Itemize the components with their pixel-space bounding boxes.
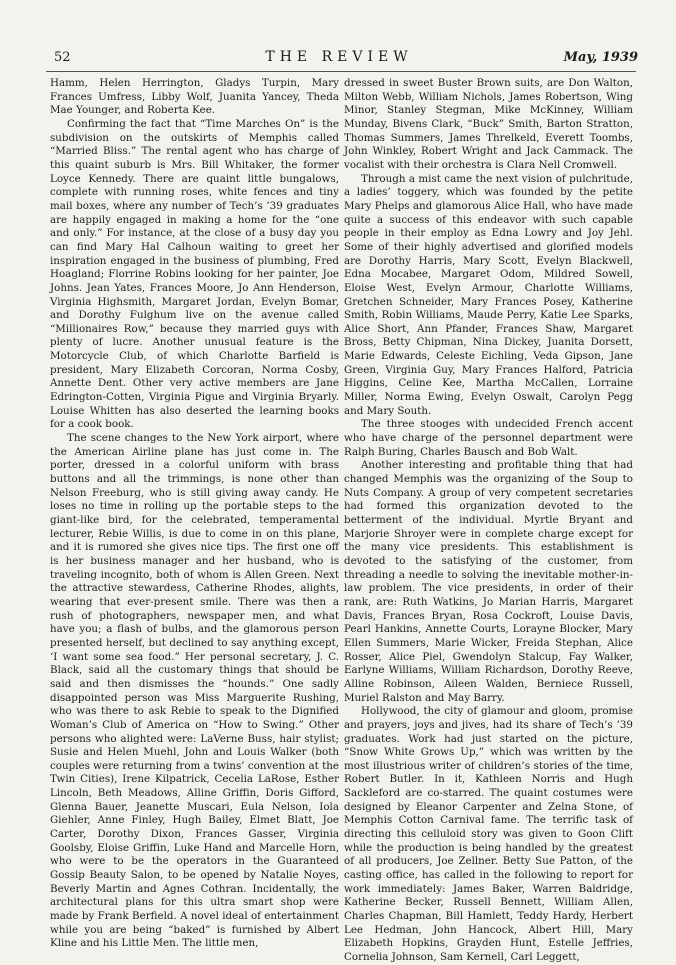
issue-date: May, 1939 (563, 50, 638, 65)
paragraph: Through a mist came the next vision of pulchritude, a ladies’ toggery, which was founded by the petite Mary Phelps and glamorous Alice Hall, who have made quite a success of this endeavor with such capable people in their employ as Edna Lowry and Joy Jehl. Some of their highly advertised and glorified models are Dorothy Harris, Mary Scott, Evelyn Blackwell, Edna Mocabee, Margaret Odom, Mildred Sowell, Eloise West, Evelyn Armour, Charlotte Williams, Gretchen Schneider, Mary Frances Posey, Katherine Smith, Robin Williams, Maude Perry, Katie Lee Sparks, Alice Short, Ann Pfander, Frances Shaw, Margaret Bross, Betty Chipman, Nina Dickey, Juanita Dorsett, Marie Edwards, Celeste Eichling, Veda Gipson, Jane Green, Virginia Guy, Mary Frances Halford, Patricia Higgins, Celine Kee, Martha McCallen, Lorraine Miller, Norma Ewing, Evelyn Oswalt, Carolyn Pegg and Mary South. (344, 172, 633, 417)
paragraph: Confirming the fact that “Time Marches On” is the subdivision on the outskirts of Memphis called “Married Bliss.” The rental agent who has charge of this quaint suburb is Mrs. Bill Whitaker, the former Loyce Kennedy. There are quaint little bungalows, complete with running roses, white fences and tiny mail boxes, where any number of Tech’s ’39 graduates are happily engaged in making a home for the “one and only.” For instance, at the close of a busy day you can find Mary Hal Calhoun waiting to greet her inspiration engaged in the business of plumbing, Fred Hoagland; Florrine Robins looking for her painter, Joe Johns. Jean Yates, Frances Moore, Jo Ann Henderson, Virginia Highsmith, Margaret Jordan, Evelyn Bomar, and Dorothy Fulghum live on the avenue called “Millionaires Row,” because they married guys with plenty of lucre. Another unusual feature is the Motorcycle Club, of which Charlotte Barfield is president, Mary Elizabeth Corcoran, Norma Cosby, Annette Dent. Other very active members are Jane Edrington-Cotten, Virginia Pigue and Virginia Bryarly. Louise Whitten has also deserted the learning books for a cook book. (50, 117, 339, 431)
right-column (344, 77, 633, 965)
paragraph: dressed in sweet Buster Brown suits, are Don Walton, Milton Webb, William Nichols, James Robertson, Wing Minor, Stanley Stegman, Mike McKinney, William Munday, Bivens Clark, “Buck” Smith, Barton Stratton, Thomas Summers, James Threlkeld, Everett Toombs, John Winkley, Robert Wright and Jack Cammack. The vocalist with their orchestra is Clara Nell Cromwell. (344, 77, 633, 171)
paragraph: The three stooges with undecided French accent who have charge of the personnel department were Ralph Buring, Charles Bausch and Bob Walt. (344, 418, 633, 458)
page-number: 52 (54, 50, 71, 65)
magazine-title: THE REVIEW (265, 49, 413, 65)
paragraph: Hollywood, the city of glamour and gloom, promise and prayers, joys and jives, had its share of Tech’s ’39 graduates. Work had just started on the picture, “Snow White Grows Up,” which was written by the most illustrious writer of children’s stories of the time, Robert Butler. In it, Kathleen Norris and Hugh Sackleford are co-starred. The quaint costumes were designed by Eleanor Carpenter and Zelna Stone, of Memphis Cotton Carnival fame. The terrific task of directing this celluloid story was given to Goon Clift while the production is being handled by the greatest of all producers, Joe Zellner. Betty Sue Patton, of the casting office, has called in the following to report for work immediately: James Baker, Warren Baldridge, Katherine Becker, Russell Bennett, William Allen, Charles Chapman, Bill Hamlett, Teddy Hardy, Herbert Lee Hedman, John Hancock, Albert Hill, Mary Elizabeth Hopkins, Grayden Hunt, Estelle Jeffries, Cornelia Johnson, Sam Kernell, Carl Leggett, (344, 705, 633, 963)
paragraph: Hamm, Helen Herrington, Gladys Turpin, Mary Frances Umfress, Libby Wolf, Juanita Yancey, Theda Mae Younger, and Roberta Kee. (50, 77, 339, 117)
left-column (50, 77, 339, 951)
page-header (36, 50, 642, 70)
header-rule (46, 71, 636, 72)
paragraph: Another interesting and profitable thing that had changed Memphis was the organizing of the Soup to Nuts Company. A group of very competent secretaries had formed this organization devoted to the betterment of the individual. Myrtle Bryant and Marjorie Shroyer were in complete charge except for the many vice presidents. This establishment is devoted to the satisfying of the customer, from threading a needle to solving the inevitable mother-in-law problem. The vice presidents, in order of their rank, are: Ruth Watkins, Jo Marian Harris, Margaret Davis, Frances Bryan, Rosa Cockroft, Louise Davis, Pearl Hankins, Annette Courts, Lorayne Blocker, Mary Ellen Summers, Marie Wicker, Freida Stephan, Alice Rosser, Alice Piel, Gwendolyn Stalcup, Fay Walker, Earlyne Williams, William Richardson, Dorothy Reeve, Alline Robinson, Aileen Walden, Berniece Russell, Muriel Ralston and May Barry. (344, 459, 633, 704)
paragraph: The scene changes to the New York airport, where the American Airline plane has just come in. The porter, dressed in a colorful uniform with brass buttons and all the trimmings, is none other than Nelson Freeburg, who is still giving away candy. He loses no time in rolling up the portable steps to the giant-like bird, for the celebrated, temperamental lecturer, Rebie Willis, is due to come in on this plane, and it is rumored she gives nice tips. The first one off is her business manager and her husband, who is traveling incognito, both of whom is Allen Green. Next the attractive stewardess, Catherine Rhodes, alights, wearing that ever-present smile. There was then a rush of photographers, newspaper men, and what have you; a flash of bulbs, and the glamorous person presented herself, but declined to say anything except, ‘I want some sea food.” Her personal secretary, J. C. Black, said all the customary things that should be said and then dismisses the “hounds.” One sadly disappointed person was Miss Marguerite Rushing, who was there to ask Rebie to speak to the Dignified Woman’s Club of America on “How to Swing.” Other persons who alighted were: LaVerne Buss, hair stylist; Susie and Helen Muehl, John and Louis Walker (both couples were returning from a twins’ convention at the Twin Cities), Irene Kilpatrick, Cecelia LaRose, Esther Lincoln, Beth Meadows, Alline Griffin, Doris Gifford, Glenna Bauer, Jeanette Muscari, Eula Nelson, Iola Giehler, Anne Finley, Hugh Bailey, Elmet Blatt, Joe Carter, Dorothy Dixon, Frances Gasser, Virginia Goolsby, Eloise Griffin, Luke Hand and Marcelle Horn, who were to be the operators in the Guaranteed Gossip Beauty Salon, to be opened by Natalie Noyes, Beverly Martin and Agnes Cothran. Incidentally, the architectural plans for this ultra smart shop were made by Frank Berfield. A novel ideal of entertainment while you are being “baked” is furnished by Albert Kline and his Little Men. The little men, (50, 432, 339, 950)
